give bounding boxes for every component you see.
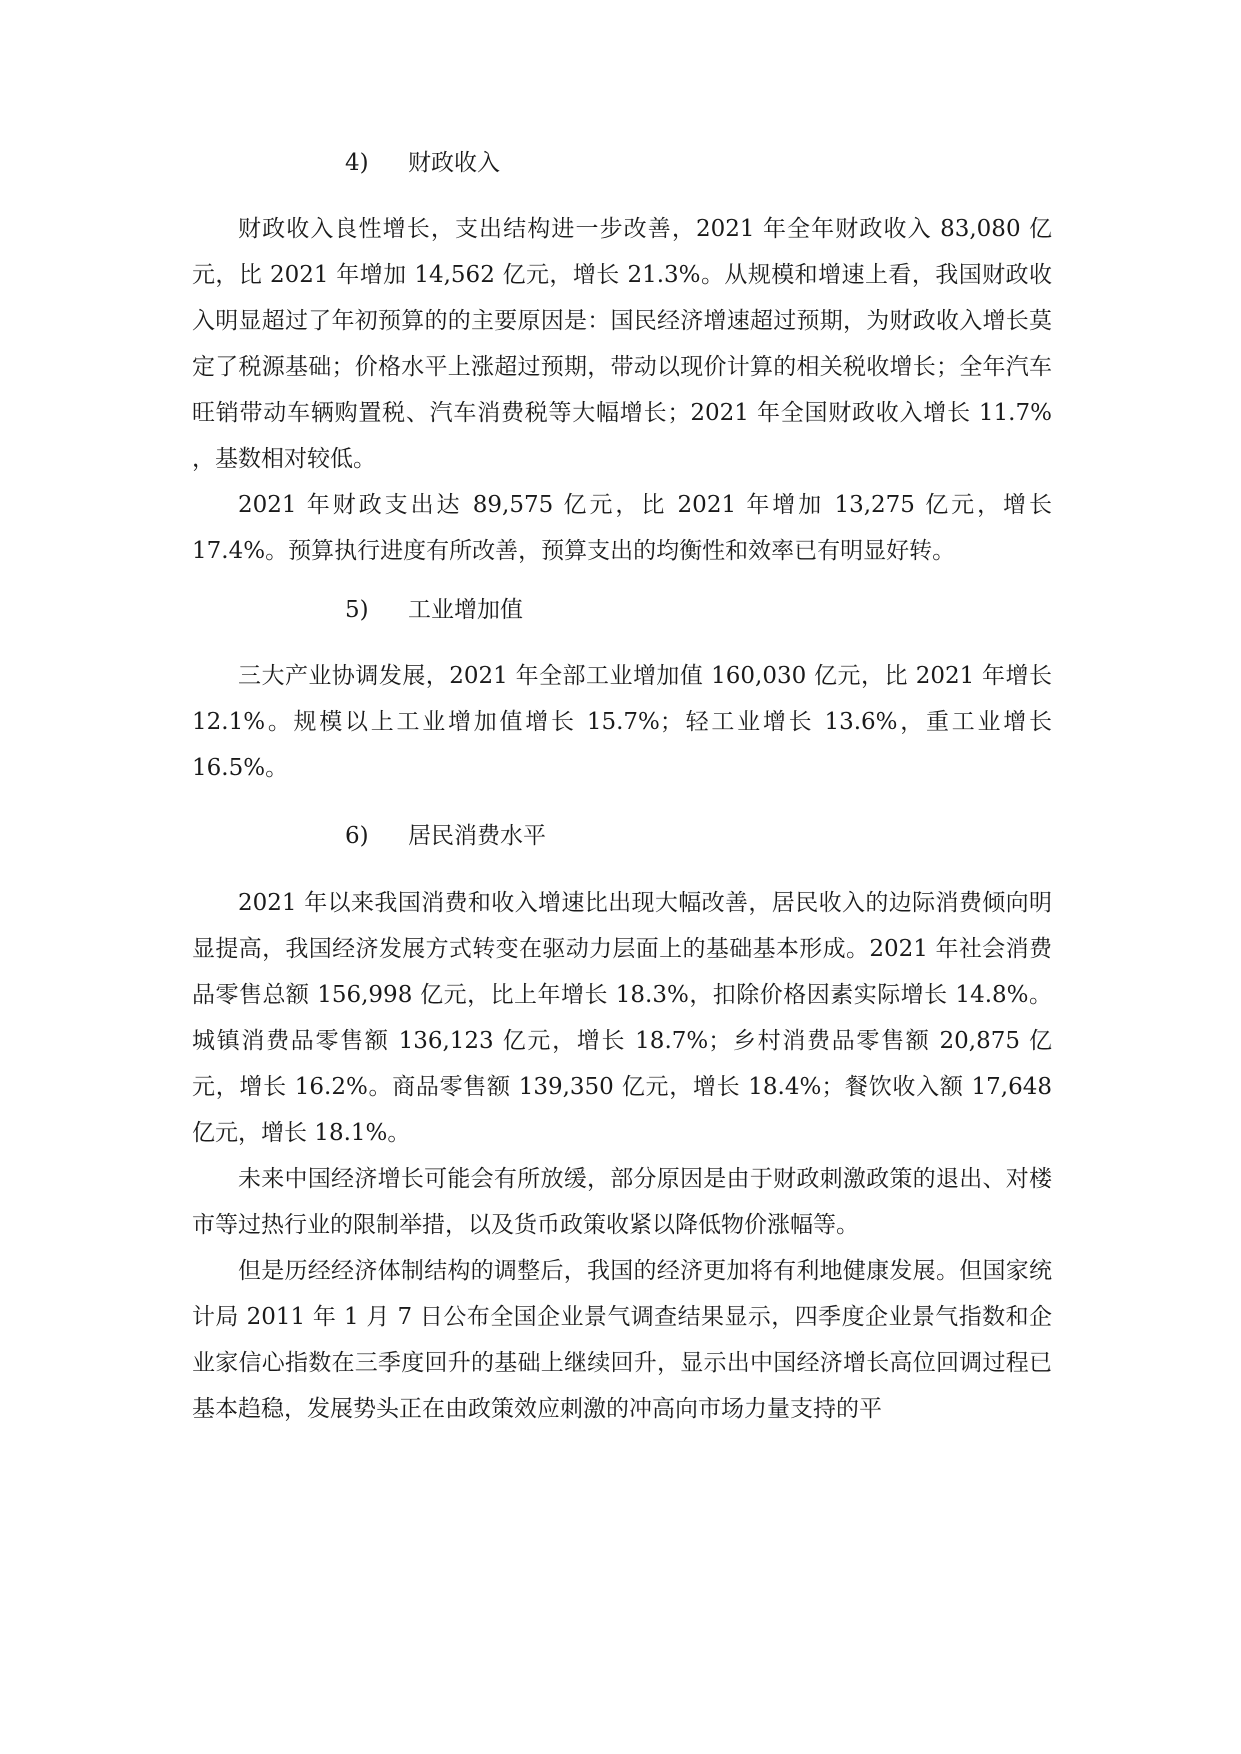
section-number: 5) bbox=[345, 597, 369, 623]
paragraph: 2021 年以来我国消费和收入增速比出现大幅改善，居民收入的边际消费倾向明显提高，我国经济发展方式转变在驱动力层面上的基础基本形成。2021 年社会消费品零售总额 156,998 亿元，比上年增长 18.3%，扣除价格因素实际增长 14.8%。城镇消费品零售额 136,123 亿元，增长 18.7%；乡村消费品零售额 20,875 亿元，增长 16.2%。商品零售额 139,350 亿元，增长 18.4%；餐饮收入额 17,648 亿元，增长 18.1%。 bbox=[192, 890, 1052, 1146]
paragraph: 2021 年财政支出达 89,575 亿元，比 2021 年增加 13,275 亿元，增长 17.4%。预算执行进度有所改善，预算支出的均衡性和效率已有明显好转。 bbox=[192, 492, 1052, 564]
paragraph: 未来中国经济增长可能会有所放缓，部分原因是由于财政刺激政策的退出、对楼市等过热行业的限制举措，以及货币政策收紧以降低物价涨幅等。 bbox=[192, 1166, 1052, 1238]
paragraph: 财政收入良性增长，支出结构进一步改善，2021 年全年财政收入 83,080 亿元，比 2021 年增加 14,562 亿元，增长 21.3%。从规模和增速上看，我国财政收入明显超过了年初预算的的主要原因是：国民经济增速超过预期，为财政收入增长莫定了税源基础；价格水平上涨超过预期，带动以现价计算的相关税收增长；全年汽车旺销带动车辆购置税、汽车消费税等大幅增长；2021 年全国财政收入增长 11.7% ，基数相对较低。 bbox=[192, 216, 1052, 472]
section-heading-6 bbox=[345, 821, 546, 851]
section-heading-4 bbox=[345, 148, 500, 178]
section-number: 4) bbox=[345, 150, 369, 176]
section-title: 工业增加值 bbox=[408, 597, 523, 623]
section-number: 6) bbox=[345, 823, 369, 849]
section-title: 财政收入 bbox=[408, 150, 500, 176]
paragraph: 三大产业协调发展，2021 年全部工业增加值 160,030 亿元，比 2021 年增长 12.1%。规模以上工业增加值增长 15.7%；轻工业增长 13.6%，重工业增长 16.5%。 bbox=[192, 663, 1052, 781]
section-title: 居民消费水平 bbox=[408, 823, 546, 849]
paragraph: 但是历经经济体制结构的调整后，我国的经济更加将有利地健康发展。但国家统计局 2011 年 1 月 7 日公布全国企业景气调查结果显示，四季度企业景气指数和企业家信心指数在三季度回升的基础上继续回升，显示出中国经济增长高位回调过程已基本趋稳，发展势头正在由政策效应刺激的冲高向市场力量支持的平 bbox=[192, 1258, 1052, 1422]
section-heading-5 bbox=[345, 595, 523, 625]
